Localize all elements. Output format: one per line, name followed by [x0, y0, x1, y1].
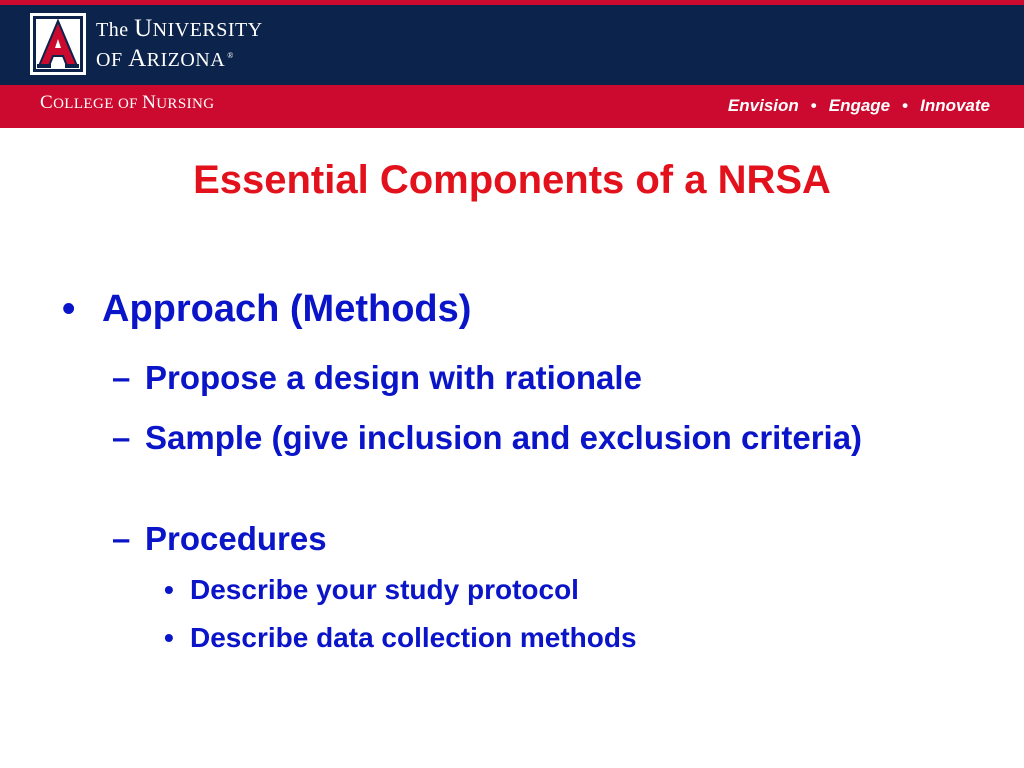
university-wordmark	[96, 16, 263, 71]
university-a-logo-icon	[29, 12, 87, 76]
tagline: Envision • Engage • Innovate	[727, 96, 990, 115]
sub-bullet-design: – Propose a design with rationale	[112, 359, 642, 396]
sub-sub-bullet-protocol: • Describe your study protocol	[164, 574, 579, 605]
college-name: COLLEGE OF NURSING	[40, 92, 215, 113]
wordmark-line-2: OF ARIZONA ®	[96, 45, 234, 72]
sub-bullet-sample: – Sample (give inclusion and exclusion criteria)	[112, 419, 863, 456]
slide-title: Essential Components of a NRSA	[193, 158, 831, 202]
sub-bullet-procedures: – Procedures	[112, 520, 327, 557]
sub-sub-bullet-data-collection: • Describe data collection methods	[164, 622, 637, 653]
bullet-approach: • Approach (Methods)	[62, 288, 472, 330]
wordmark-line-1: The UNIVERSITY	[96, 15, 263, 42]
